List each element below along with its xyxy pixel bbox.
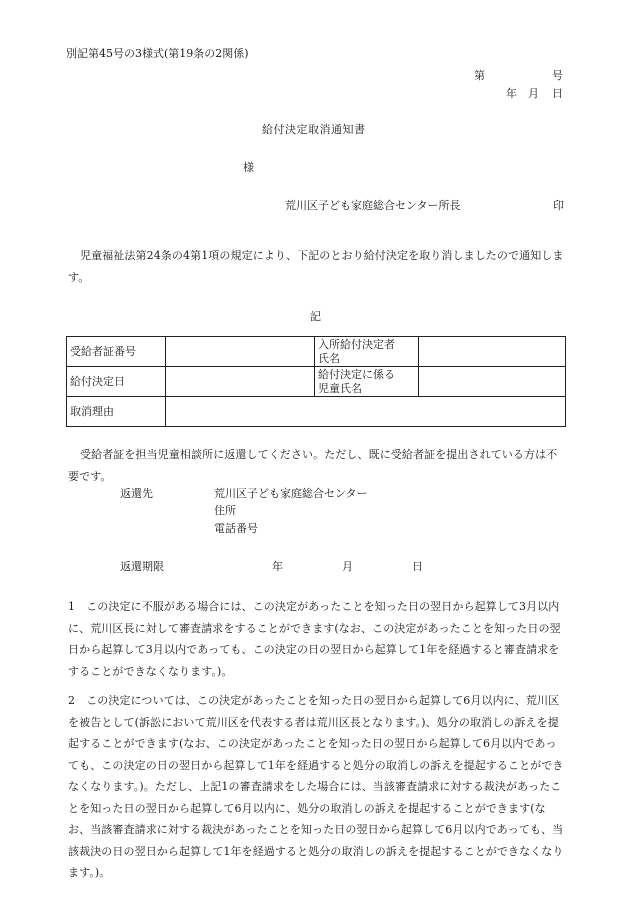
label-line: 氏名: [318, 351, 340, 365]
intro-paragraph: 児童福祉法第24条の4第1項の規定により、下記のとおり給付決定を取り消しましたので通知します。: [68, 249, 564, 284]
recipient-cert-number-label: 受給者証番号: [67, 337, 166, 367]
date-year: 年: [506, 87, 517, 100]
cancel-reason-value: [166, 397, 566, 427]
return-destination-value: 荒川区子ども家庭総合センター: [214, 487, 368, 500]
table-row: [67, 367, 566, 397]
document-title: 給付決定取消通知書: [262, 123, 366, 136]
date-day: 日: [552, 87, 563, 100]
decision-date-label: 給付決定日: [67, 367, 166, 397]
note-lawsuit: 2 この決定については、この決定があったことを知った日の翌日から起算して6月以内に、荒川区を被告として(訴訟において荒川区を代表する者は荒川区長となります。)、処分の取消しの訴えを提起することができます(なお、この決定があったことを知った日の翌日から起算して6月以内であっても、この決定の日の翌日から起算して1年を経過すると処分の取消しの訴えを提起することができなくなります。)。ただし、上記1の審査請求をした場合には、当該審査請求に対する裁決があったことを知った日の翌日から起算して6月以内に、処分の取消しの訴えを提起することができます(なお、当該審査請求に対する裁決があったことを知った日の翌日から起算して6月以内であっても、当該裁決の日の翌日から起算して1年を経過すると処分の取消しの訴えを提起することができなくなります。)。: [68, 694, 564, 879]
label-line: 児童氏名: [318, 381, 362, 395]
decision-date-value: [166, 367, 315, 397]
sender-name: 荒川区子ども家庭総合センター所長: [285, 199, 461, 212]
return-notice-paragraph: 受給者証を担当児童相談所に返還してください。ただし、既に受給者証を提出されている方は不要です。: [68, 448, 558, 483]
form-label: 別記第45号の3様式(第19条の2関係): [66, 47, 249, 60]
child-name-value: [419, 367, 566, 397]
label-line: 入所給付決定者: [318, 337, 395, 351]
address-label: 住所: [214, 504, 236, 517]
deadline-month: 月: [342, 560, 353, 573]
cancel-reason-label: 取消理由: [67, 397, 166, 427]
deadline-day: 日: [412, 560, 423, 573]
number-prefix: 第: [474, 69, 485, 82]
ki-heading: 記: [310, 310, 321, 323]
recipient-cert-number-value: [166, 337, 315, 367]
label-line: 給付決定に係る: [318, 367, 395, 381]
number-suffix: 号: [552, 69, 563, 82]
table-row: [67, 397, 566, 427]
decision-info-table: [66, 336, 566, 427]
deadline-year: 年: [272, 560, 283, 573]
return-destination-label: 返還先: [120, 487, 153, 500]
date-month: 月: [528, 87, 539, 100]
note-review-request: 1 この決定に不服がある場合には、この決定があったことを知った日の翌日から起算して3月以内に、荒川区長に対して審査請求をすることができます(なお、この決定があったことを知った日の翌日から起算して3月以内であっても、この決定の日の翌日から起算して1年を経過すると審査請求をすることができなくなります。)。: [68, 600, 561, 678]
return-deadline-label: 返還期限: [120, 560, 164, 573]
child-name-label: [315, 367, 419, 397]
seal-mark: 印: [553, 199, 564, 212]
recipient-name-value: [419, 337, 566, 367]
table-row: [67, 337, 566, 367]
recipient-name-label: [315, 337, 419, 367]
addressee-suffix: 様: [243, 161, 254, 174]
phone-label: 電話番号: [214, 522, 258, 535]
